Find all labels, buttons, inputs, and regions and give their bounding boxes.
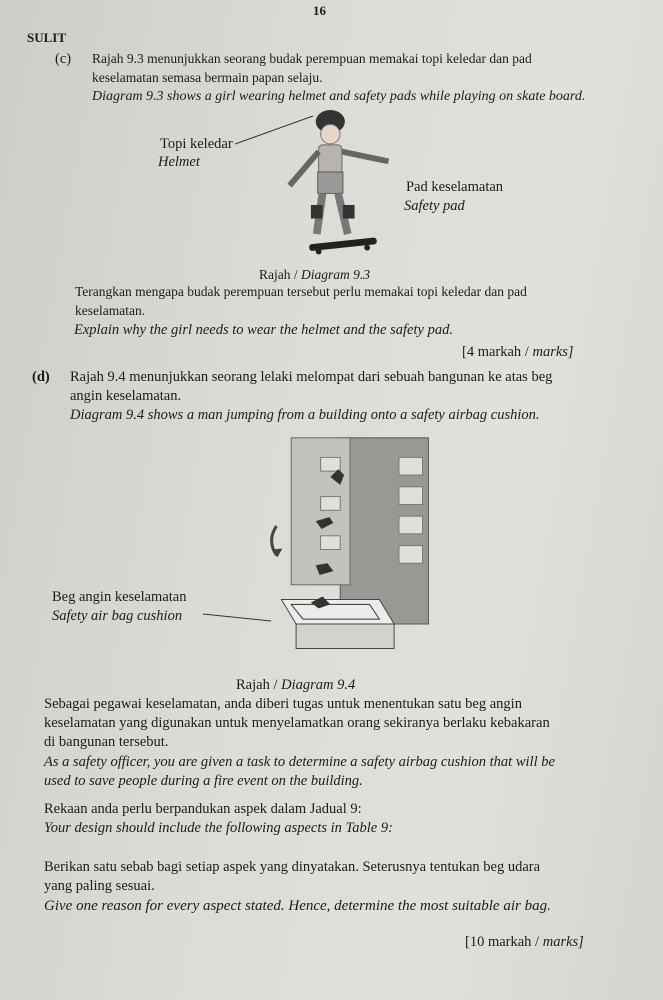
aspects-malay: Rekaan anda perlu berpandukan aspek dalam Jadual 9: [44, 801, 362, 817]
part-c-malay-line2: keselamatan semasa bermain papan selaju. [92, 70, 323, 85]
classification-label: SULIT [27, 30, 67, 45]
task-english: Give one reason for every aspect stated. Hence, determine the most suitable air bag. [44, 898, 551, 914]
marks-malay: [4 markah / [462, 344, 529, 360]
aspects-english: Your design should include the following aspects in Table 9: [44, 820, 393, 836]
caption-malay: Rajah / [236, 677, 278, 693]
context-malay-line1: Sebagai pegawai keselamatan, anda diberi tugas untuk menentukan satu beg angin [44, 696, 522, 712]
marks-d [465, 935, 584, 950]
part-d-malay-line1: Rajah 9.4 menunjukkan seorang lelaki melompat dari sebuah bangunan ke atas beg [70, 369, 553, 385]
part-d-label: (d) [32, 369, 50, 385]
helmet-label-malay: Topi keledar [160, 136, 233, 152]
airbag-label-malay: Beg angin keselamatan [52, 589, 187, 605]
context-malay-line2: keselamatan yang digunakan untuk menyelamatkan orang sekiranya berlaku kebakaran [44, 715, 550, 731]
part-c-english: Diagram 9.3 shows a girl wearing helmet and safety pads while playing on skate board. [92, 89, 586, 104]
diagram-9-3-caption [259, 268, 370, 282]
part-d-english: Diagram 9.4 shows a man jumping from a building onto a safety airbag cushion. [70, 407, 540, 423]
caption-malay: Rajah / [259, 267, 298, 282]
context-malay-line3: di bangunan tersebut. [44, 734, 169, 750]
helmet-label-english: Helmet [158, 154, 200, 170]
pad-label-english: Safety pad [404, 198, 465, 214]
task-malay-line1: Berikan satu sebab bagi setiap aspek yang dinyatakan. Seterusnya tentukan beg udara [44, 859, 541, 875]
task-malay-line2: yang paling sesuai. [44, 878, 155, 894]
part-c-malay-line1: Rajah 9.3 menunjukkan seorang budak perempuan memakai topi keledar dan pad [92, 51, 532, 66]
part-c-label: (c) [55, 51, 72, 67]
marks-english: marks] [542, 934, 584, 950]
caption-english: Diagram 9.4 [281, 677, 356, 693]
question-c-malay-line2: keselamatan. [75, 303, 146, 318]
page-number: 16 [313, 3, 326, 18]
marks-malay: [10 markah / [465, 934, 540, 950]
marks-c [462, 345, 574, 360]
marks-english: marks] [532, 344, 574, 360]
caption-english: Diagram 9.3 [301, 267, 371, 282]
part-d-malay-line2: angin keselamatan. [70, 388, 182, 404]
diagram-9-4-caption [236, 678, 355, 693]
context-english-line2: used to save people during a fire event on the building. [44, 773, 363, 789]
helmet-pointer-line [235, 112, 315, 147]
airbag-pointer-line [203, 612, 273, 624]
building-jump-illustration [260, 428, 440, 673]
question-c-malay-line1: Terangkan mengapa budak perempuan tersebut perlu memakai topi keledar dan pad [75, 284, 527, 299]
question-c-english: Explain why the girl needs to wear the helmet and the safety pad. [74, 322, 453, 338]
context-english-line1: As a safety officer, you are given a task to determine a safety airbag cushion that will be [44, 754, 555, 770]
pad-label-malay: Pad keselamatan [406, 179, 504, 195]
airbag-label-english: Safety air bag cushion [52, 608, 183, 624]
